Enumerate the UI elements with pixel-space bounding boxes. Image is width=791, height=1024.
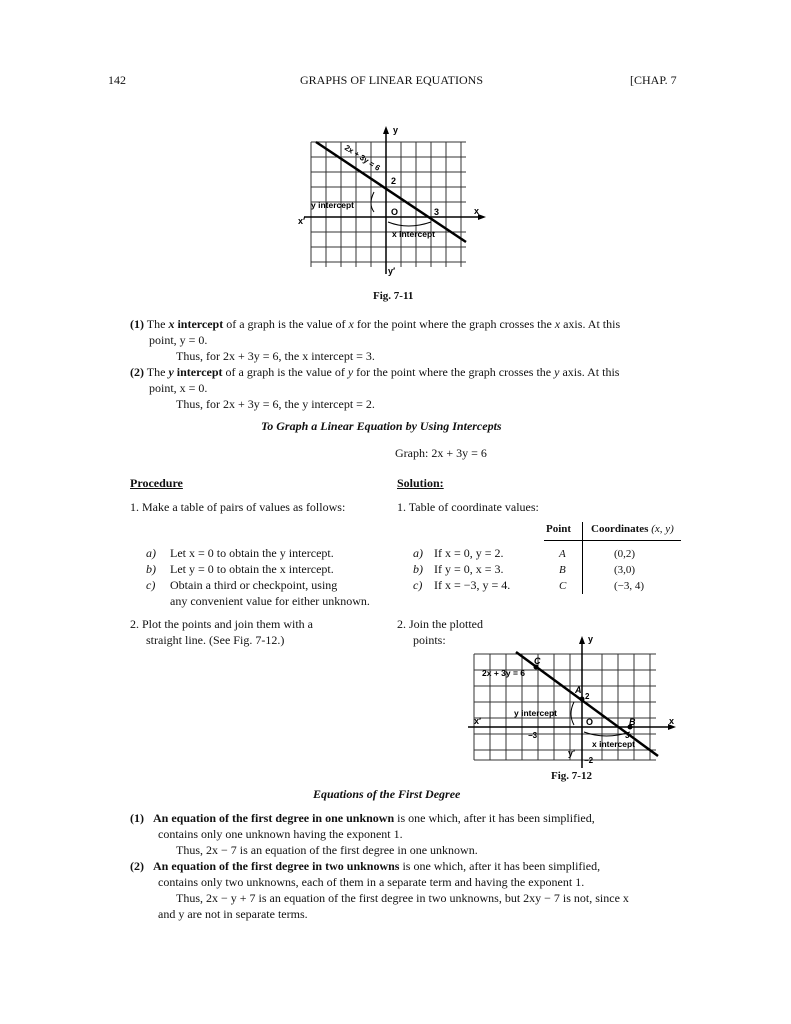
procedure-1a-letter: a) (146, 546, 156, 560)
x-axis-label: x (669, 716, 675, 726)
y-axis-label: y (588, 634, 594, 644)
intercept-item-2: (2) The y intercept of a graph is the value of y for the point where the graph crosses the y axis. At this (130, 365, 620, 379)
table-point-B: B (559, 564, 566, 576)
first-degree-item-1-line3: Thus, 2x − 7 is an equation of the first degree in one unknown. (176, 843, 478, 857)
y-axis-arrow (383, 126, 389, 134)
tick-label-neg2: −2 (584, 756, 594, 765)
solution-1a: If x = 0, y = 2. (434, 546, 504, 560)
x-intercept-label: x intercept (592, 739, 635, 749)
procedure-step-2: 2. Plot the points and join them with a (130, 617, 313, 631)
x-prime-label: x′ (474, 716, 482, 726)
solution-1b-letter: b) (413, 562, 423, 576)
procedure-heading: Procedure (130, 476, 183, 490)
first-degree-item-2-line3: Thus, 2x − y + 7 is an equation of the first degree in two unknowns, but 2xy − 7 is not, since x (176, 891, 629, 905)
x-intercept-label: x intercept (392, 229, 435, 239)
chapter-label: [CHAP. 7 (630, 73, 677, 87)
tick-label-3: 3 (625, 731, 630, 740)
intercept-item-1: (1) The x intercept of a graph is the value of x for the point where the graph crosses the x axis. At this (130, 317, 621, 331)
tick-label-2: 2 (391, 176, 397, 186)
intercept-item-2-line2: point, x = 0. (149, 381, 208, 395)
tick-label-2: 2 (585, 692, 590, 701)
point-B-label: B (629, 717, 636, 727)
procedure-1b: Let y = 0 to obtain the x intercept. (170, 562, 334, 576)
solution-heading: Solution: (397, 476, 444, 490)
first-degree-item-1-line2: contains only one unknown having the exponent 1. (158, 827, 403, 841)
section-heading-first-degree: Equations of the First Degree (313, 787, 461, 801)
table-point-C: C (559, 580, 567, 592)
y-intercept-brace (571, 702, 574, 725)
procedure-1c-cont: any convenient value for either unknown. (170, 594, 370, 608)
y-axis-label: y (393, 125, 399, 135)
running-title: GRAPHS OF LINEAR EQUATIONS (300, 73, 484, 87)
figure-7-11 (296, 122, 496, 282)
point-A (580, 697, 585, 702)
x-axis-label: x (474, 206, 480, 216)
equation-label: 2x + 3y = 6 (342, 143, 382, 173)
y-prime-label: y′ (568, 748, 576, 758)
y-prime-label: y′ (388, 266, 396, 276)
solution-1c: If x = −3, y = 4. (434, 578, 511, 592)
table-header-rule (544, 540, 681, 541)
x-axis-arrow (478, 214, 486, 220)
origin-label: O (391, 207, 399, 217)
table-point-A: A (559, 548, 566, 560)
table-coords-B: (3,0) (614, 564, 636, 576)
figure-7-12 (466, 632, 690, 770)
y-intercept-label: y intercept (514, 708, 557, 718)
equation-label: 2x + 3y = 6 (482, 668, 526, 678)
tick-label-neg3: −3 (528, 731, 538, 740)
first-degree-item-2-line4: and y are not in separate terms. (158, 907, 308, 921)
origin-label: O (586, 717, 594, 727)
procedure-1c: Obtain a third or checkpoint, using (170, 578, 338, 592)
solution-1a-letter: a) (413, 546, 423, 560)
point-C-label: C (534, 656, 541, 666)
procedure-step-1: 1. Make a table of pairs of values as follows: (130, 500, 346, 514)
solution-step-1: 1. Table of coordinate values: (397, 500, 539, 514)
procedure-1c-letter: c) (146, 578, 156, 592)
intercept-item-1-line3: Thus, for 2x + 3y = 6, the x intercept = 3. (176, 349, 375, 363)
y-axis-arrow (579, 636, 585, 644)
table-coords-A: (0,2) (614, 548, 636, 560)
solution-1c-letter: c) (413, 578, 423, 592)
table-header-coordinates: Coordinates (x, y) (591, 523, 674, 535)
x-prime-label: x′ (298, 216, 306, 226)
first-degree-item-1: (1) An equation of the first degree in one unknown is one which, after it has been simplified, (130, 811, 595, 825)
figure-7-11-caption: Fig. 7-11 (373, 290, 414, 302)
first-degree-item-2: (2) An equation of the first degree in two unknowns is one which, after it has been simplified, (130, 859, 601, 873)
intercept-item-1-line2: point, y = 0. (149, 333, 208, 347)
first-degree-item-2-line2: contains only two unknowns, each of them in a separate term and having the exponent 1. (158, 875, 585, 889)
section-heading-intercepts: To Graph a Linear Equation by Using Intercepts (261, 419, 502, 433)
solution-step-2-cont: points: (413, 633, 446, 647)
solution-step-2: 2. Join the plotted (397, 617, 483, 631)
procedure-1a: Let x = 0 to obtain the y intercept. (170, 546, 334, 560)
x-intercept-brace (388, 222, 431, 226)
tick-label-3: 3 (434, 207, 440, 217)
intercept-item-2-line3: Thus, for 2x + 3y = 6, the y intercept = 2. (176, 397, 375, 411)
procedure-1b-letter: b) (146, 562, 156, 576)
point-A-label: A (575, 685, 582, 695)
page-number: 142 (108, 73, 126, 87)
table-header-point: Point (546, 523, 572, 535)
figure-7-12-caption: Fig. 7-12 (551, 770, 592, 782)
graph-equation-label: Graph: 2x + 3y = 6 (395, 446, 487, 460)
solution-1b: If y = 0, x = 3. (434, 562, 504, 576)
y-intercept-label: y intercept (311, 200, 354, 210)
table-column-rule (582, 522, 583, 594)
table-coords-C: (−3, 4) (614, 580, 645, 592)
procedure-step-2-cont: straight line. (See Fig. 7-12.) (146, 633, 285, 647)
